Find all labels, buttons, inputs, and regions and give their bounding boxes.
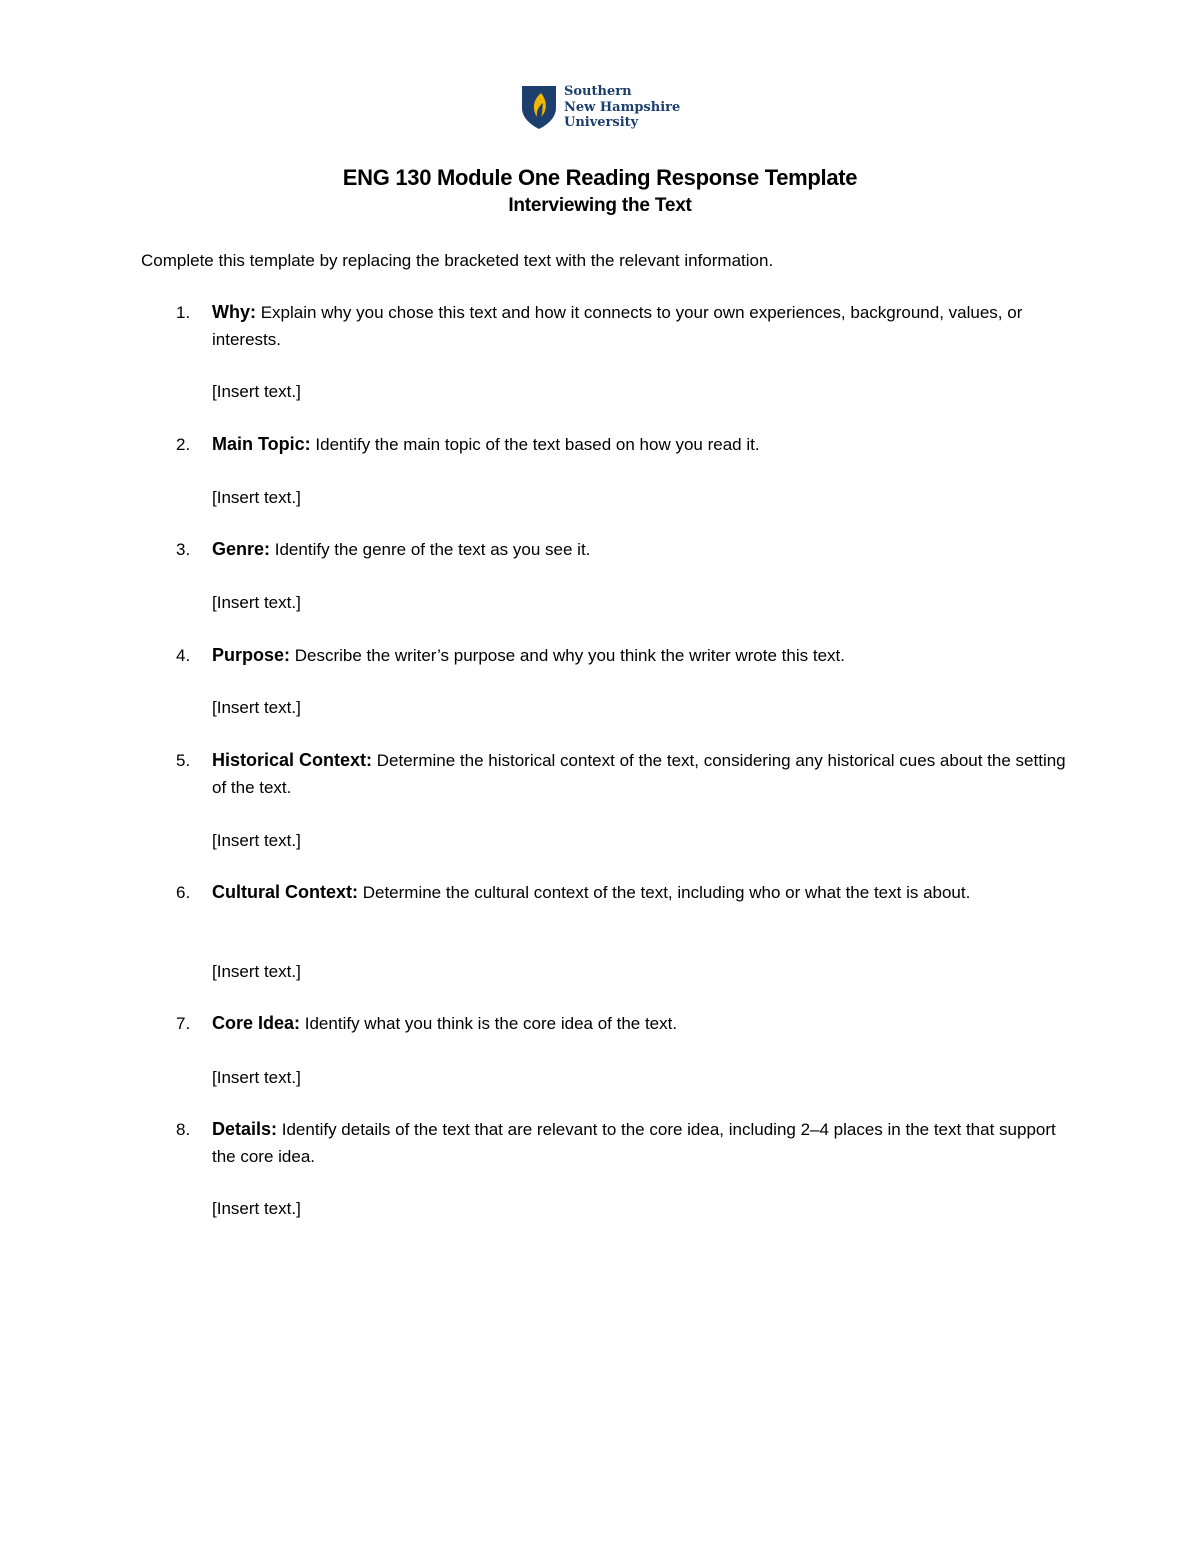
- item-prompt: [212, 879, 1072, 906]
- item-number: 1.: [176, 303, 191, 322]
- insert-text-placeholder[interactable]: [Insert text.]: [212, 593, 301, 612]
- item-text: Explain why you chose this text and how it connects to your own experiences, background, values, or interests.: [212, 303, 1023, 349]
- item-prompt: [212, 1116, 1072, 1170]
- item-number: 8.: [176, 1120, 191, 1139]
- insert-text-placeholder[interactable]: [Insert text.]: [212, 1199, 301, 1218]
- item-number: 6.: [176, 883, 191, 902]
- item-label: Historical Context:: [212, 750, 373, 770]
- instructions-paragraph: Complete this template by replacing the bracketed text with the relevant information.: [141, 251, 774, 270]
- item-number: 2.: [176, 435, 191, 454]
- logo-line-3: University: [564, 115, 639, 130]
- logo-line-1: Southern: [564, 84, 632, 99]
- item-prompt: [212, 747, 1072, 801]
- item-prompt: [212, 299, 1072, 353]
- item-text: Determine the cultural context of the text, including who or what the text is about.: [358, 883, 971, 902]
- insert-text-placeholder[interactable]: [Insert text.]: [212, 698, 301, 717]
- item-label: Why:: [212, 302, 256, 322]
- item-prompt: [212, 1010, 1072, 1037]
- insert-text-placeholder[interactable]: [Insert text.]: [212, 962, 301, 981]
- document-subtitle: Interviewing the Text: [508, 195, 692, 216]
- insert-text-placeholder[interactable]: [Insert text.]: [212, 382, 301, 401]
- item-label: Purpose:: [212, 645, 291, 665]
- document-title: ENG 130 Module One Reading Response Template: [342, 165, 858, 190]
- insert-text-placeholder[interactable]: [Insert text.]: [212, 1068, 301, 1087]
- item-label: Cultural Context:: [212, 882, 358, 902]
- item-label: Core Idea:: [212, 1013, 301, 1033]
- item-label: Details:: [212, 1119, 278, 1139]
- item-text: Determine the historical context of the text, considering any historical cues about the setting of the text.: [212, 751, 1066, 797]
- item-number: 4.: [176, 646, 191, 665]
- shield-flame-icon: [520, 84, 558, 130]
- logo-line-2: New Hampshire: [564, 99, 681, 115]
- item-prompt: [212, 431, 1072, 458]
- item-text: Identify what you think is the core idea of the text.: [300, 1014, 678, 1033]
- item-number: 3.: [176, 540, 191, 559]
- item-text: Describe the writer’s purpose and why you think the writer wrote this text.: [290, 646, 845, 665]
- university-logo: [520, 84, 690, 134]
- insert-text-placeholder[interactable]: [Insert text.]: [212, 488, 301, 507]
- item-text: Identify the genre of the text as you see it.: [270, 540, 591, 559]
- item-label: Genre:: [212, 539, 271, 559]
- item-text: Identify the main topic of the text based on how you read it.: [310, 435, 760, 454]
- item-text: Identify details of the text that are relevant to the core idea, including 2–4 places in the text that support the core idea.: [212, 1120, 1056, 1166]
- item-prompt: [212, 642, 1072, 669]
- item-number: 5.: [176, 751, 191, 770]
- logo-wordmark: [564, 84, 680, 131]
- item-number: 7.: [176, 1014, 191, 1033]
- item-label: Main Topic:: [212, 434, 311, 454]
- item-prompt: [212, 536, 1072, 563]
- insert-text-placeholder[interactable]: [Insert text.]: [212, 831, 301, 850]
